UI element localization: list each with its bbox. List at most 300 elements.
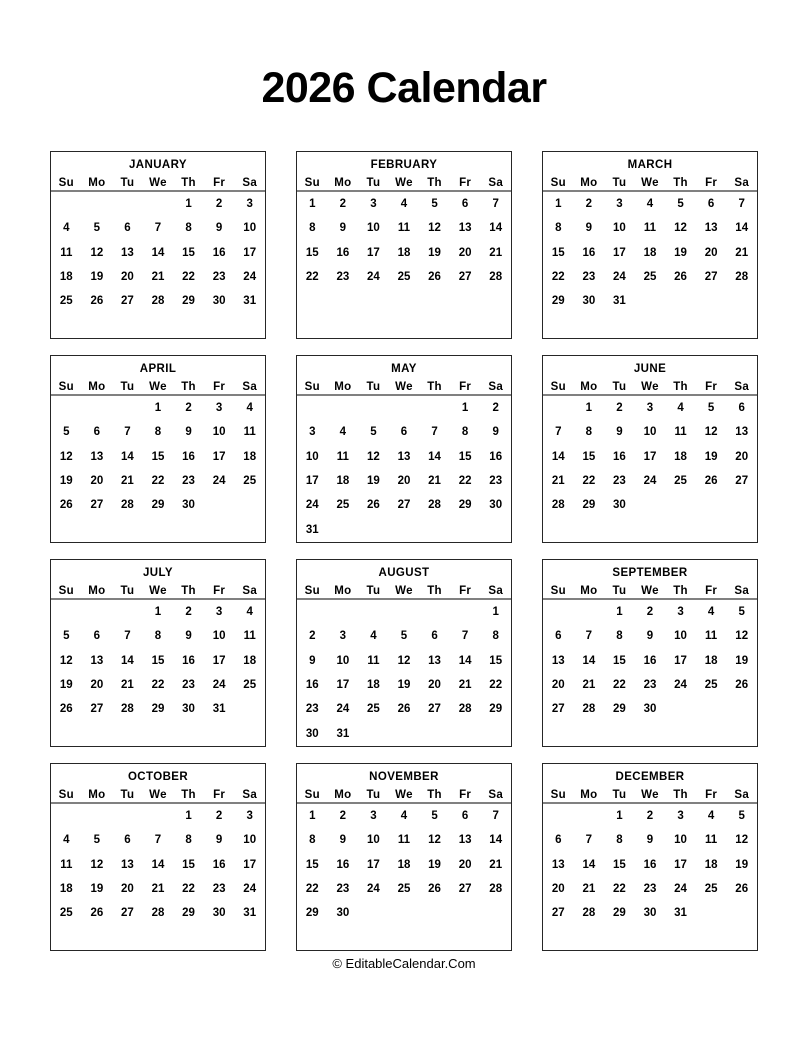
date-cell: 28 — [151, 907, 165, 920]
day-header: Sa — [488, 176, 504, 189]
date-cell: 11 — [674, 426, 687, 439]
date-cell: 6 — [93, 426, 101, 439]
date-cell — [480, 314, 511, 338]
date-cell: 15 — [582, 450, 596, 463]
date-cell: 19 — [367, 475, 380, 488]
date-cell — [51, 396, 82, 420]
date-cell — [635, 289, 666, 313]
date-cell: 13 — [704, 222, 718, 235]
month-title: JANUARY — [129, 158, 187, 171]
date-cell: 6 — [738, 402, 745, 415]
date-cell: 22 — [613, 883, 626, 896]
date-cell: 7 — [585, 630, 593, 643]
date-cell: 29 — [458, 499, 472, 512]
date-cell: 18 — [704, 858, 718, 871]
month-card-january — [50, 151, 266, 339]
day-header: Su — [304, 584, 320, 597]
day-header: Th — [181, 788, 196, 801]
day-header: Fr — [213, 176, 226, 189]
month-card-october — [50, 763, 266, 951]
date-cell: 31 — [243, 295, 257, 308]
day-header: Sa — [488, 788, 504, 801]
day-header: Mo — [88, 176, 106, 189]
day-header: Th — [673, 584, 688, 597]
date-cell: 14 — [151, 246, 165, 259]
date-cell: 13 — [458, 834, 472, 847]
day-header: Tu — [120, 584, 135, 597]
date-cell — [143, 926, 174, 950]
date-cell — [112, 314, 143, 338]
day-header: We — [395, 584, 413, 597]
date-cell: 23 — [305, 703, 319, 716]
date-cell — [726, 901, 757, 925]
date-cell: 7 — [154, 834, 162, 847]
date-cell: 17 — [305, 475, 319, 488]
date-cell: 19 — [90, 271, 104, 284]
date-cell — [297, 926, 328, 950]
date-cell: 20 — [90, 679, 104, 692]
date-cell: 6 — [707, 198, 715, 211]
month-title: MARCH — [627, 158, 673, 171]
date-cell — [604, 722, 635, 746]
date-cell: 10 — [674, 834, 687, 847]
date-cell: 1 — [555, 198, 562, 211]
date-cell: 3 — [616, 198, 623, 211]
date-cell — [297, 314, 328, 338]
date-cell: 12 — [59, 450, 73, 463]
date-cell: 4 — [400, 198, 408, 211]
date-cell: 23 — [182, 475, 195, 488]
date-cell: 19 — [428, 246, 441, 259]
date-cell: 22 — [551, 271, 565, 284]
date-cell: 16 — [336, 246, 350, 259]
date-cell — [51, 804, 82, 828]
date-cell: 10 — [243, 222, 257, 235]
date-cell: 29 — [151, 499, 165, 512]
date-cell: 16 — [305, 679, 319, 692]
date-cell: 8 — [185, 222, 192, 235]
date-cell: 16 — [212, 858, 226, 871]
date-cell: 7 — [738, 198, 745, 211]
month-dates — [297, 192, 511, 338]
date-cell: 20 — [90, 475, 104, 488]
date-cell — [543, 926, 574, 950]
day-header: Su — [58, 788, 74, 801]
date-cell: 8 — [492, 630, 499, 643]
date-cell — [574, 600, 605, 624]
date-cell — [143, 804, 174, 828]
date-cell: 12 — [735, 834, 749, 847]
date-cell: 9 — [339, 222, 347, 235]
month-dates — [543, 600, 757, 746]
day-header-row — [51, 787, 265, 804]
date-cell: 12 — [428, 834, 441, 847]
date-cell: 4 — [707, 810, 715, 823]
date-cell: 5 — [63, 630, 70, 643]
date-cell: 16 — [613, 450, 626, 463]
month-card-august — [296, 559, 512, 747]
date-cell: 26 — [704, 475, 718, 488]
date-cell: 3 — [677, 606, 684, 619]
date-cell: 3 — [677, 810, 684, 823]
date-cell — [450, 901, 481, 925]
date-cell: 20 — [458, 858, 472, 871]
date-cell: 3 — [309, 426, 316, 439]
date-cell: 5 — [63, 426, 70, 439]
date-cell — [204, 926, 235, 950]
date-cell: 6 — [555, 630, 562, 643]
date-cell: 12 — [704, 426, 718, 439]
date-cell: 10 — [613, 222, 626, 235]
date-cell: 18 — [243, 450, 257, 463]
date-cell: 17 — [243, 858, 257, 871]
date-cell: 18 — [336, 475, 350, 488]
month-card-november — [296, 763, 512, 951]
date-cell — [726, 314, 757, 338]
day-header-row — [297, 379, 511, 396]
date-cell — [82, 314, 113, 338]
date-cell: 30 — [182, 499, 195, 512]
date-cell — [234, 518, 265, 542]
date-cell: 22 — [582, 475, 596, 488]
day-header: We — [395, 176, 413, 189]
date-cell — [665, 697, 696, 721]
date-cell — [419, 926, 450, 950]
date-cell: 22 — [305, 271, 319, 284]
date-cell: 13 — [551, 858, 565, 871]
date-cell — [543, 722, 574, 746]
date-cell: 11 — [367, 654, 380, 667]
date-cell — [480, 518, 511, 542]
date-cell: 2 — [215, 810, 223, 823]
month-title: AUGUST — [378, 566, 430, 579]
day-header: Mo — [334, 380, 352, 393]
date-cell: 22 — [489, 679, 503, 692]
date-cell: 22 — [182, 271, 195, 284]
date-cell: 5 — [431, 810, 438, 823]
date-cell — [726, 722, 757, 746]
date-cell: 31 — [613, 295, 626, 308]
date-cell: 7 — [492, 810, 499, 823]
date-cell: 21 — [121, 475, 134, 488]
date-cell: 7 — [431, 426, 438, 439]
day-header-row — [543, 175, 757, 192]
day-header: We — [395, 380, 413, 393]
date-cell: 15 — [151, 654, 165, 667]
date-cell: 30 — [336, 907, 350, 920]
date-cell: 19 — [397, 679, 411, 692]
date-cell: 11 — [705, 630, 718, 643]
date-cell: 16 — [643, 858, 657, 871]
month-card-july — [50, 559, 266, 747]
month-dates — [51, 600, 265, 746]
date-cell: 10 — [643, 426, 657, 439]
date-cell: 3 — [370, 198, 377, 211]
day-header: Th — [673, 176, 688, 189]
date-cell: 5 — [431, 198, 438, 211]
date-cell: 25 — [704, 679, 718, 692]
date-cell: 23 — [613, 475, 626, 488]
date-cell: 31 — [336, 727, 350, 740]
day-header-row — [543, 379, 757, 396]
date-cell: 23 — [182, 679, 195, 692]
date-cell: 12 — [735, 630, 749, 643]
date-cell: 30 — [182, 703, 195, 716]
date-cell: 17 — [674, 858, 687, 871]
day-header: Fr — [705, 380, 718, 393]
date-cell — [604, 518, 635, 542]
date-cell: 29 — [182, 295, 195, 308]
date-cell — [143, 722, 174, 746]
date-cell: 25 — [59, 907, 73, 920]
date-cell: 29 — [305, 907, 319, 920]
date-cell — [82, 396, 113, 420]
date-cell: 1 — [185, 810, 192, 823]
date-cell: 30 — [212, 907, 226, 920]
date-cell — [450, 926, 481, 950]
date-cell — [234, 926, 265, 950]
day-header: Tu — [366, 788, 381, 801]
date-cell — [574, 518, 605, 542]
day-header: Mo — [580, 380, 598, 393]
date-cell — [358, 926, 389, 950]
date-cell: 15 — [489, 654, 503, 667]
day-header: Tu — [366, 176, 381, 189]
date-cell: 25 — [643, 271, 657, 284]
date-cell: 11 — [243, 630, 256, 643]
date-cell: 27 — [458, 271, 472, 284]
date-cell — [635, 493, 666, 517]
day-header: Tu — [612, 788, 627, 801]
day-header: Fr — [459, 788, 472, 801]
date-cell: 13 — [397, 450, 411, 463]
date-cell: 11 — [336, 450, 349, 463]
date-cell — [543, 396, 574, 420]
date-cell — [173, 518, 204, 542]
date-cell — [297, 289, 328, 313]
date-cell: 29 — [489, 703, 503, 716]
date-cell — [82, 926, 113, 950]
date-cell: 7 — [461, 630, 469, 643]
date-cell — [665, 289, 696, 313]
date-cell — [51, 600, 82, 624]
date-cell: 23 — [643, 679, 657, 692]
date-cell: 15 — [151, 450, 165, 463]
day-header: Sa — [734, 380, 750, 393]
date-cell: 4 — [370, 630, 377, 643]
date-cell: 13 — [735, 426, 749, 439]
date-cell: 21 — [121, 679, 134, 692]
date-cell: 19 — [59, 679, 73, 692]
day-header: Th — [427, 788, 442, 801]
date-cell: 26 — [674, 271, 687, 284]
date-cell: 27 — [397, 499, 411, 512]
day-header: Fr — [705, 176, 718, 189]
day-header: Sa — [734, 176, 750, 189]
day-header: We — [641, 584, 659, 597]
date-cell: 4 — [400, 810, 408, 823]
date-cell: 5 — [400, 630, 408, 643]
date-cell: 1 — [309, 810, 316, 823]
date-cell — [480, 901, 511, 925]
date-cell: 18 — [59, 883, 73, 896]
day-header: Sa — [242, 788, 258, 801]
date-cell: 18 — [367, 679, 380, 692]
date-cell: 9 — [646, 630, 654, 643]
day-header: Th — [181, 380, 196, 393]
date-cell: 3 — [246, 810, 253, 823]
date-cell: 8 — [154, 630, 162, 643]
date-cell: 12 — [90, 858, 104, 871]
day-header: Su — [304, 176, 320, 189]
date-cell: 18 — [397, 246, 411, 259]
date-cell: 17 — [643, 450, 657, 463]
day-header: Su — [304, 380, 320, 393]
date-cell: 17 — [674, 654, 687, 667]
date-cell — [82, 804, 113, 828]
day-header: Tu — [120, 788, 135, 801]
date-cell: 9 — [492, 426, 499, 439]
month-title: FEBRUARY — [370, 158, 438, 171]
day-header: Th — [181, 584, 196, 597]
date-cell: 22 — [613, 679, 626, 692]
date-cell: 31 — [674, 907, 687, 920]
date-cell — [173, 926, 204, 950]
date-cell: 30 — [613, 499, 626, 512]
date-cell: 6 — [124, 834, 131, 847]
date-cell: 29 — [613, 703, 626, 716]
date-cell: 24 — [212, 475, 226, 488]
date-cell: 13 — [428, 654, 441, 667]
date-cell: 2 — [585, 198, 593, 211]
date-cell — [635, 314, 666, 338]
date-cell: 28 — [551, 499, 565, 512]
date-cell: 4 — [63, 222, 70, 235]
date-cell: 12 — [397, 654, 411, 667]
month-dates — [297, 600, 511, 746]
date-cell: 7 — [124, 426, 131, 439]
date-cell: 16 — [643, 654, 657, 667]
day-header-row — [297, 583, 511, 600]
date-cell: 27 — [90, 703, 104, 716]
date-cell: 26 — [59, 499, 73, 512]
date-cell — [389, 722, 420, 746]
date-cell: 20 — [551, 883, 565, 896]
date-cell — [112, 396, 143, 420]
date-cell: 17 — [367, 858, 380, 871]
date-cell: 1 — [461, 402, 469, 415]
date-cell: 14 — [458, 654, 472, 667]
date-cell — [665, 722, 696, 746]
month-title: MAY — [391, 362, 417, 375]
date-cell — [635, 518, 666, 542]
date-cell: 23 — [212, 271, 226, 284]
date-cell: 20 — [704, 246, 718, 259]
date-cell: 1 — [154, 402, 162, 415]
date-cell: 14 — [489, 834, 503, 847]
day-header-row — [297, 787, 511, 804]
date-cell: 25 — [367, 703, 380, 716]
date-cell: 23 — [489, 475, 503, 488]
day-header: Su — [304, 788, 320, 801]
date-cell: 4 — [677, 402, 684, 415]
date-cell — [696, 314, 727, 338]
date-cell: 2 — [616, 402, 623, 415]
day-header: Th — [181, 176, 196, 189]
date-cell — [480, 926, 511, 950]
date-cell — [143, 314, 174, 338]
date-cell: 13 — [121, 858, 134, 871]
date-cell: 27 — [551, 703, 565, 716]
date-cell — [234, 314, 265, 338]
date-cell: 4 — [246, 402, 253, 415]
month-dates — [51, 396, 265, 542]
date-cell: 3 — [646, 402, 654, 415]
date-cell — [450, 600, 481, 624]
date-cell: 6 — [93, 630, 101, 643]
date-cell — [358, 396, 389, 420]
date-cell: 22 — [151, 475, 165, 488]
day-header: Su — [550, 176, 566, 189]
date-cell: 22 — [151, 679, 165, 692]
date-cell — [665, 926, 696, 950]
date-cell: 25 — [59, 295, 73, 308]
date-cell: 25 — [397, 271, 411, 284]
month-card-september — [542, 559, 758, 747]
day-header: Mo — [88, 788, 106, 801]
date-cell: 27 — [704, 271, 718, 284]
month-title: APRIL — [139, 362, 177, 375]
date-cell: 20 — [551, 679, 565, 692]
date-cell — [358, 600, 389, 624]
date-cell: 27 — [121, 295, 134, 308]
date-cell: 24 — [212, 679, 226, 692]
date-cell: 12 — [367, 450, 380, 463]
date-cell — [82, 518, 113, 542]
date-cell: 17 — [367, 246, 380, 259]
day-header: Sa — [242, 380, 258, 393]
date-cell — [480, 722, 511, 746]
month-title: NOVEMBER — [369, 770, 439, 783]
date-cell: 27 — [90, 499, 104, 512]
date-cell: 23 — [582, 271, 596, 284]
date-cell: 18 — [674, 450, 687, 463]
date-cell: 18 — [397, 858, 411, 871]
date-cell: 16 — [212, 246, 226, 259]
month-dates — [297, 804, 511, 950]
day-header: Fr — [213, 380, 226, 393]
date-cell: 30 — [305, 727, 319, 740]
date-cell: 31 — [305, 523, 319, 536]
date-cell — [726, 518, 757, 542]
date-cell: 28 — [735, 271, 749, 284]
date-cell: 9 — [215, 222, 223, 235]
day-header-row — [51, 379, 265, 396]
date-cell — [574, 722, 605, 746]
date-cell — [297, 600, 328, 624]
day-header: We — [149, 176, 167, 189]
date-cell: 20 — [121, 883, 134, 896]
date-cell — [726, 289, 757, 313]
day-header: Su — [58, 380, 74, 393]
date-cell: 30 — [582, 295, 596, 308]
month-card-march — [542, 151, 758, 339]
date-cell: 2 — [339, 198, 347, 211]
date-cell: 21 — [489, 858, 503, 871]
day-header: Mo — [580, 584, 598, 597]
date-cell: 12 — [59, 654, 73, 667]
date-cell: 14 — [551, 450, 565, 463]
